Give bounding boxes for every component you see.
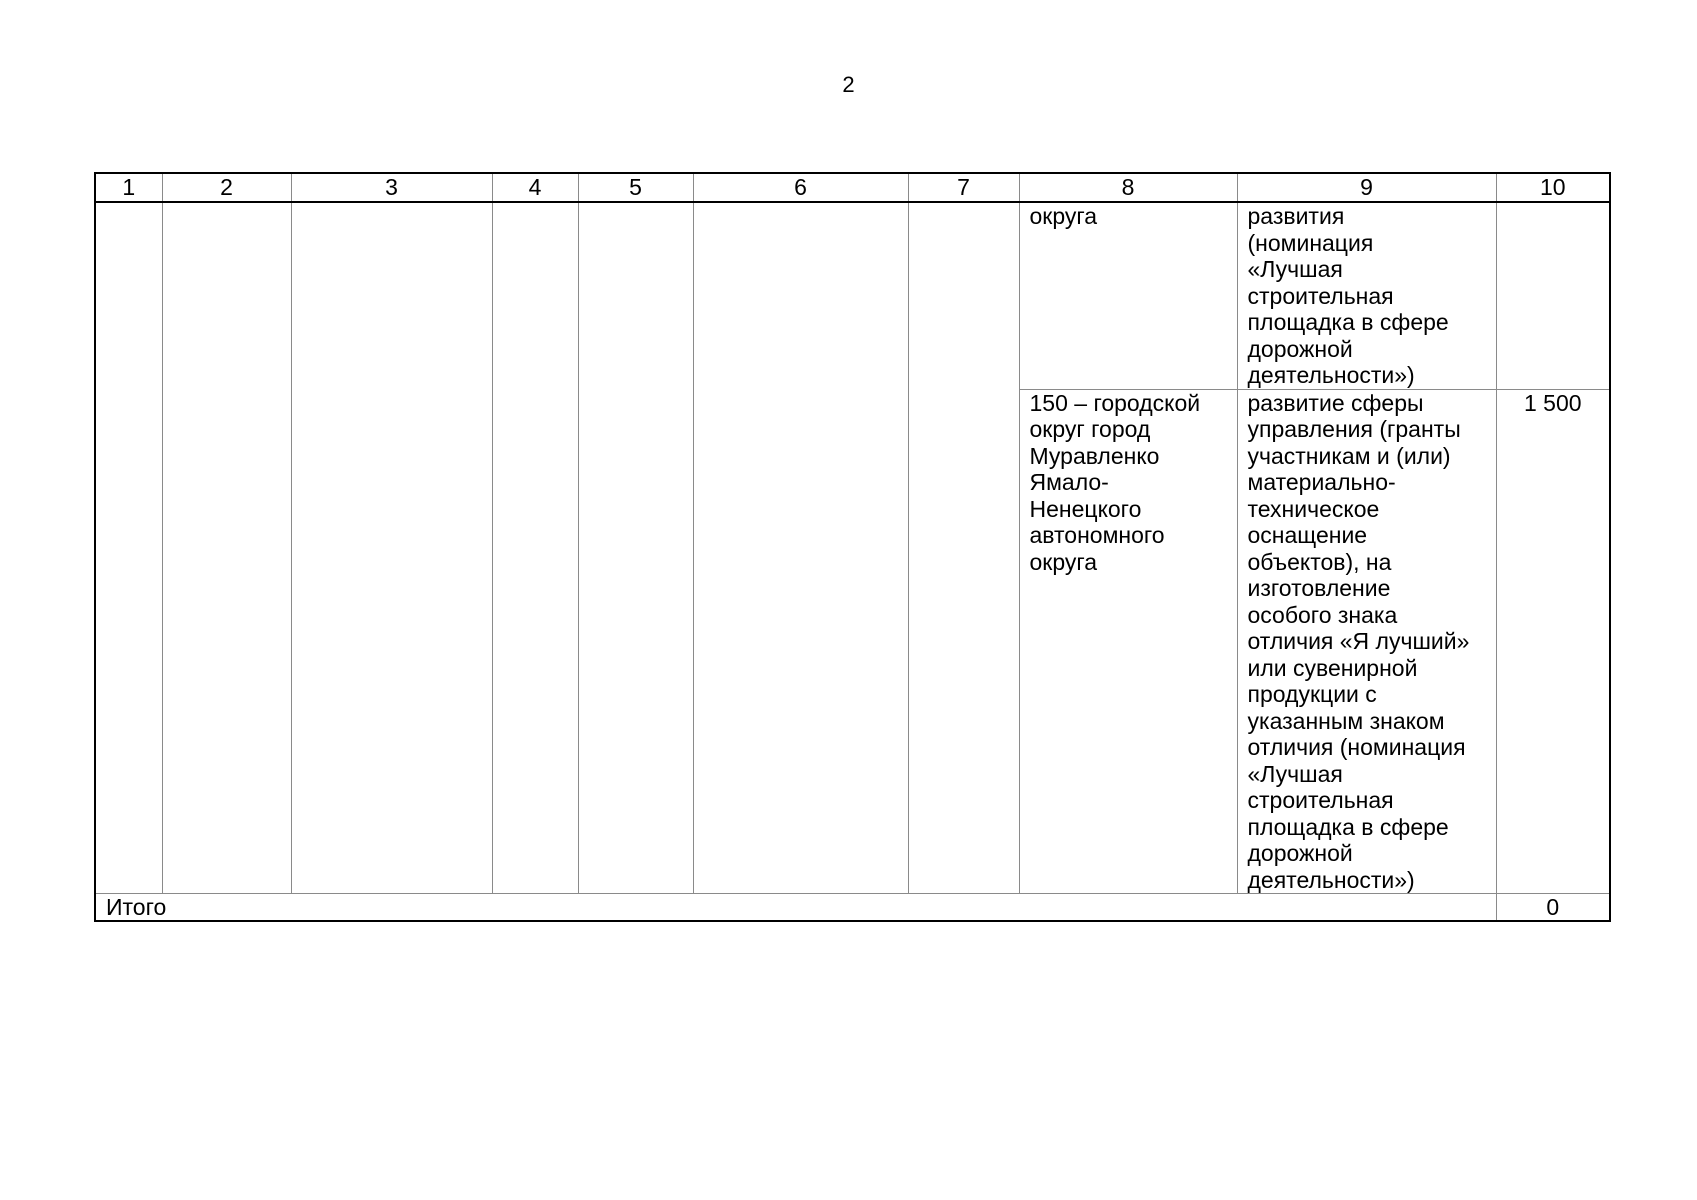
header-col-3: 3 [291, 173, 492, 202]
header-col-6: 6 [693, 173, 908, 202]
table-header-row [95, 173, 1610, 202]
table-cell [1237, 202, 1496, 389]
table-cell [578, 202, 693, 894]
table-cell [693, 202, 908, 894]
purpose-text: развития (номинация «Лучшая строительная площадка в сфере дорожной деятельности») [1247, 203, 1449, 388]
header-col-1: 1 [95, 173, 162, 202]
table-cell [1019, 389, 1237, 894]
recipient-text: 150 – городской округ город Муравленко Ямало- Ненецкого автономного округа [1029, 389, 1201, 575]
recipient-text: округа [1029, 203, 1098, 229]
amount-value: 1 500 [1523, 389, 1582, 416]
header-col-4: 4 [492, 173, 578, 202]
header-col-10: 10 [1496, 173, 1610, 202]
total-value: 0 [1496, 894, 1610, 922]
header-col-9: 9 [1237, 173, 1496, 202]
header-col-5: 5 [578, 173, 693, 202]
table-cell [291, 202, 492, 894]
table-cell [1019, 202, 1237, 389]
table-cell [1237, 389, 1496, 894]
table-row [95, 202, 1610, 389]
table-cell [908, 202, 1019, 894]
purpose-text: развитие сферы управления (гранты участникам и (или) материально- техническое оснащение объектов), на изготовление особого знака отличия «Я лучший» или сувенирной продукции с указанным знаком отличия (номинация «Лучшая строительная площадка в сфере дорожной деятельности») [1247, 389, 1470, 893]
total-label: Итого [95, 894, 1496, 922]
header-col-8: 8 [1019, 173, 1237, 202]
header-col-7: 7 [908, 173, 1019, 202]
table-cell [95, 202, 162, 894]
header-col-2: 2 [162, 173, 291, 202]
table-cell [492, 202, 578, 894]
data-table [94, 172, 1611, 922]
table-cell [162, 202, 291, 894]
table-cell [1496, 202, 1610, 389]
total-row [95, 894, 1610, 922]
table-cell [1496, 389, 1610, 894]
page-number: 2 [842, 72, 855, 97]
